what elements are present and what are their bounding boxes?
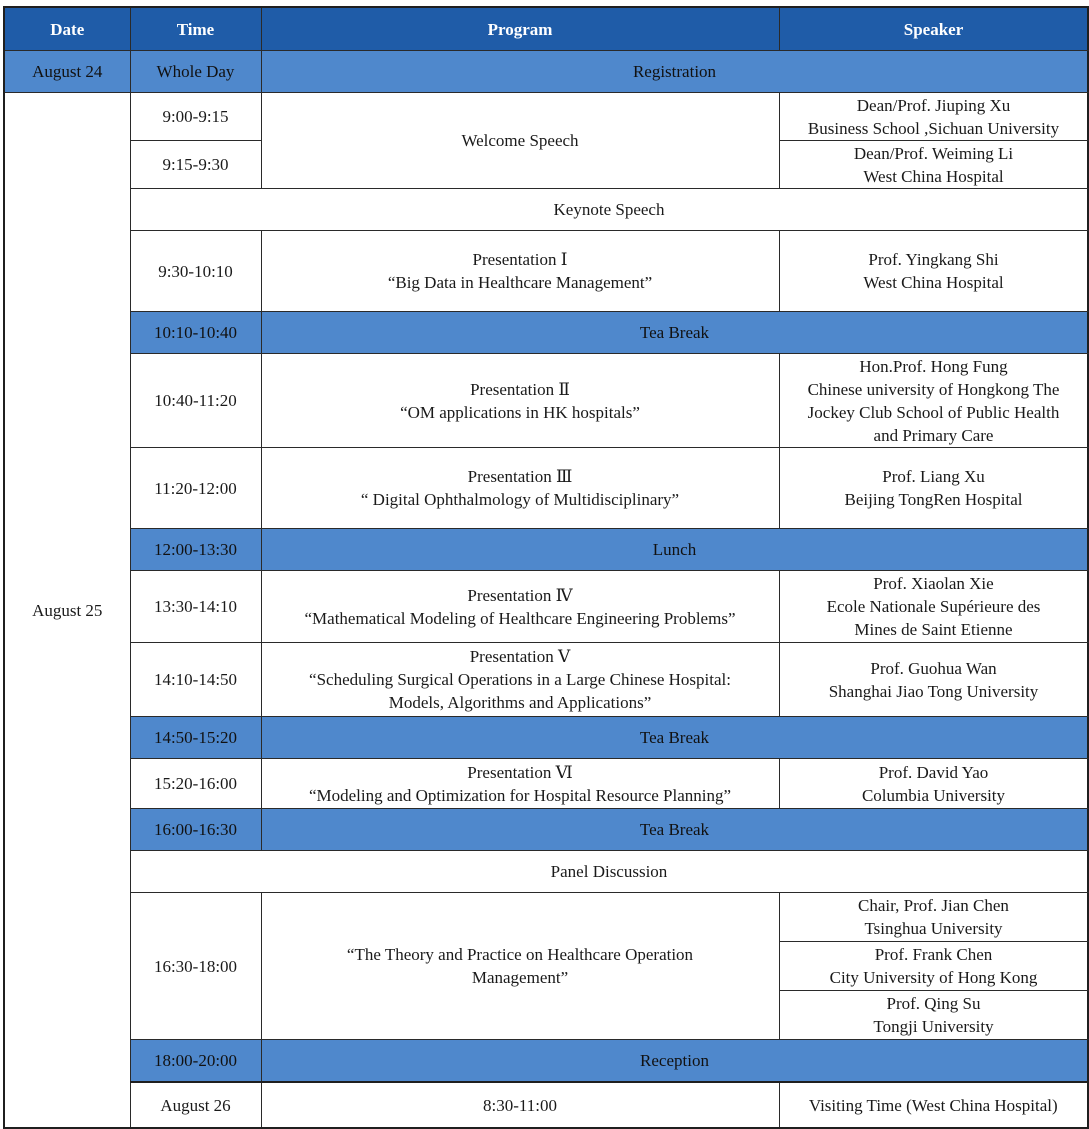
time-cell: 10:40-11:20: [130, 354, 261, 448]
section-heading: Keynote Speech: [130, 189, 1088, 231]
program-cell: [261, 643, 779, 717]
header-row: [4, 7, 1088, 51]
break-label: Tea Break: [261, 312, 1088, 354]
table-row: [4, 448, 1088, 529]
speaker-name: Prof. Yingkang Shi: [868, 250, 999, 269]
table-row: [4, 189, 1088, 231]
time-cell: 15:20-16:00: [130, 759, 261, 809]
speaker-affiliation: Shanghai Jiao Tong University: [828, 681, 1039, 701]
presentation-title: Presentation Ⅰ: [472, 250, 568, 269]
speaker-cell: [779, 893, 1088, 942]
break-label: Tea Break: [261, 717, 1088, 759]
presentation-title: Presentation Ⅱ: [470, 379, 570, 399]
table-row: [4, 809, 1088, 851]
program-cell: [261, 448, 779, 529]
header-time: Time: [130, 7, 261, 51]
speaker-cell: [779, 759, 1088, 809]
time-cell: 11:20-12:00: [130, 448, 261, 529]
time-cell: 9:00-9:15: [130, 93, 261, 141]
presentation-title: Presentation Ⅲ: [467, 467, 573, 486]
speaker-cell: [779, 643, 1088, 717]
presentation-description: Models, Algorithms and Applications”: [388, 693, 652, 712]
presentation-description: “ Digital Ophthalmology of Multidisciplinary”: [360, 490, 680, 509]
program-cell: Registration: [261, 51, 1088, 93]
table-row: [4, 51, 1088, 93]
time-cell: 9:15-9:30: [130, 141, 261, 189]
table-row: [4, 93, 1088, 141]
presentation-description: “Mathematical Modeling of Healthcare Engineering Problems”: [304, 608, 736, 628]
speaker-name: Dean/Prof. Jiuping Xu: [856, 95, 1011, 115]
speaker-name: Prof. Qing Su: [886, 994, 981, 1013]
speaker-name: Chair, Prof. Jian Chen: [858, 896, 1009, 915]
program-cell: [261, 571, 779, 643]
table-row: [4, 231, 1088, 312]
table-row: [4, 851, 1088, 893]
speaker-affiliation: Jockey Club School of Public Health: [807, 402, 1060, 422]
speaker-affiliation: Ecole Nationale Supérieure des: [826, 597, 1041, 616]
speaker-affiliation: Tongji University: [873, 1017, 994, 1036]
presentation-title: Presentation Ⅳ: [467, 585, 573, 605]
speaker-affiliation: West China Hospital: [863, 166, 1004, 186]
header-speaker: Speaker: [779, 7, 1088, 51]
table-row: [4, 571, 1088, 643]
speaker-affiliation: Business School ,Sichuan University: [807, 118, 1060, 138]
speaker-affiliation: Columbia University: [861, 785, 1006, 805]
speaker-affiliation: Beijing TongRen Hospital: [844, 490, 1023, 509]
time-cell: 16:00-16:30: [130, 809, 261, 851]
time-cell: 18:00-20:00: [130, 1040, 261, 1083]
speaker-name: Prof. Guohua Wan: [870, 658, 997, 678]
speaker-affiliation: West China Hospital: [863, 273, 1004, 292]
time-cell: 14:50-15:20: [130, 717, 261, 759]
speaker-cell: [779, 991, 1088, 1040]
speaker-name: Prof. Liang Xu: [882, 467, 985, 486]
program-cell: [261, 893, 779, 1040]
presentation-description: Management”: [471, 968, 569, 987]
presentation-description: “OM applications in HK hospitals”: [400, 402, 640, 422]
speaker-name: Hon.Prof. Hong Fung: [859, 356, 1008, 376]
speaker-cell: [779, 942, 1088, 991]
program-cell: [261, 759, 779, 809]
speaker-cell: [779, 93, 1088, 141]
conference-schedule-table: [3, 6, 1089, 1129]
table-row: [4, 643, 1088, 717]
program-cell: Visiting Time (West China Hospital): [779, 1082, 1088, 1128]
speaker-affiliation: Tsinghua University: [864, 919, 1003, 938]
time-cell: 12:00-13:30: [130, 529, 261, 571]
presentation-description: “Scheduling Surgical Operations in a Large Chinese Hospital:: [309, 670, 731, 689]
presentation-description: “Modeling and Optimization for Hospital Resource Planning”: [308, 785, 732, 805]
break-label: Reception: [261, 1040, 1088, 1083]
speaker-affiliation: City University of Hong Kong: [829, 968, 1038, 987]
time-cell: 9:30-10:10: [130, 231, 261, 312]
break-label: Lunch: [261, 529, 1088, 571]
date-cell: August 24: [4, 51, 130, 93]
date-cell-august-25: August 25: [4, 93, 130, 1129]
speaker-cell: [779, 354, 1088, 448]
break-label: Tea Break: [261, 809, 1088, 851]
speaker-cell: [779, 231, 1088, 312]
presentation-description: “The Theory and Practice on Healthcare Operation: [346, 945, 694, 964]
section-heading: Panel Discussion: [130, 851, 1088, 893]
table-row: [4, 529, 1088, 571]
speaker-name: Prof. Xiaolan Xie: [873, 574, 994, 593]
time-cell: 13:30-14:10: [130, 571, 261, 643]
table-row: [4, 717, 1088, 759]
table-row: [4, 1082, 1088, 1128]
speaker-name: Dean/Prof. Weiming Li: [853, 143, 1014, 163]
speaker-affiliation: Chinese university of Hongkong The: [807, 379, 1060, 399]
table-row: [4, 354, 1088, 448]
speaker-affiliation: Mines de Saint Etienne: [854, 620, 1013, 639]
presentation-description: “Big Data in Healthcare Management”: [387, 273, 653, 292]
time-cell: Whole Day: [130, 51, 261, 93]
date-cell: August 26: [130, 1082, 261, 1128]
speaker-name: Prof. David Yao: [878, 762, 989, 782]
header-date: Date: [4, 7, 130, 51]
speaker-cell: [779, 448, 1088, 529]
table-row: [4, 893, 1088, 942]
time-cell: 16:30-18:00: [130, 893, 261, 1040]
program-cell: [261, 231, 779, 312]
time-cell: 14:10-14:50: [130, 643, 261, 717]
table-row: [4, 1040, 1088, 1083]
presentation-title: Presentation Ⅵ: [467, 762, 573, 782]
speaker-name: Prof. Frank Chen: [874, 945, 993, 964]
table-row: [4, 759, 1088, 809]
speaker-cell: [779, 141, 1088, 189]
speaker-affiliation: and Primary Care: [873, 425, 994, 445]
presentation-title: Presentation Ⅴ: [469, 647, 571, 666]
header-program: Program: [261, 7, 779, 51]
table-row: [4, 312, 1088, 354]
program-cell: [261, 354, 779, 448]
program-cell: Welcome Speech: [261, 93, 779, 189]
speaker-cell: [779, 571, 1088, 643]
time-cell: 10:10-10:40: [130, 312, 261, 354]
time-cell: 8:30-11:00: [261, 1082, 779, 1128]
